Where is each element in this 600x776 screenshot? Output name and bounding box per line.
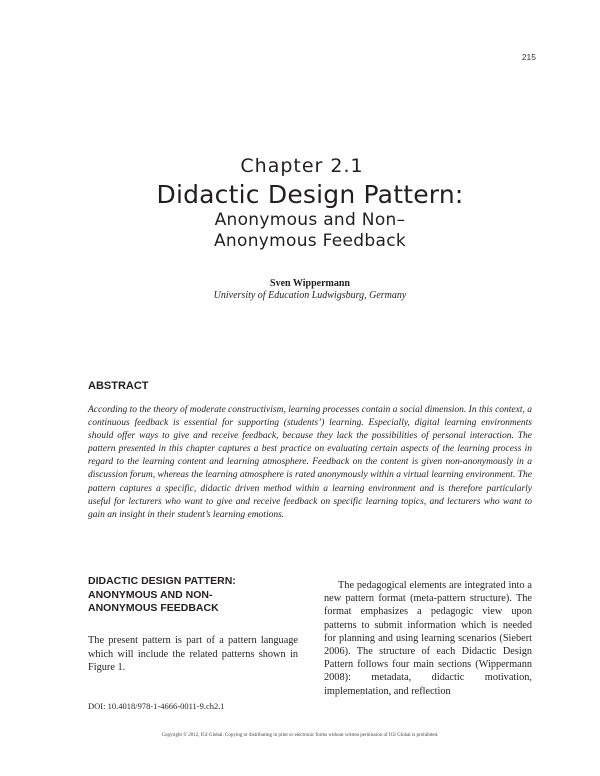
section-heading-line-2: ANONYMOUS AND NON- (88, 588, 213, 601)
chapter-subtitle-line-1: Anonymous and Non– (214, 210, 406, 230)
chapter-subtitle-line-2: Anonymous Feedback (214, 231, 406, 251)
section-heading (88, 575, 298, 616)
doi-line: DOI: 10.4018/978-1-4666-0011-9.ch2.1 (88, 701, 225, 711)
right-column-paragraph: The pedagogical elements are integrated into a new pattern format (meta-pattern structure). The format emphasizes a pedagogic view upon patterns to submit information which is needed for planning and using learning scenarios (Siebert 2006). The structure of each Didactic Design Pattern follows four main sections (Wippermann 2008): metadata, didactic motivation, implementation, and reflection (324, 580, 532, 697)
section-heading-line-3: ANONYMOUS FEEDBACK (88, 602, 219, 614)
abstract-body: According to the theory of moderate constructivism, learning processes contain a social dimension. In this context, a continuous feedback is essential for supporting (students’) learning. Especially, digital learning environments should offer ways to give and receive feedback, because they lack the possibilities of personal interaction. The pattern presented in this chapter captures a best practice on evaluating certain aspects of the learning process in regard to the learning content and learning atmosphere. Feedback on the content is given non-anonymously in a discussion forum, whereas the learning atmosphere is rated anonymously within a virtual learning environment. The pattern captures a specific, didactic driven method within a learning environment and is therefore particularly useful for lecturers who want to give and receive feedback on specific learning topics, and lecturers who want to gain an insight in their student’s learning emotions. (88, 405, 532, 520)
left-column-paragraph: The present pattern is part of a pattern language which will include the related patterns shown in Figure 1. (88, 635, 298, 673)
page-number: 215 (521, 52, 536, 62)
author-name: Sven Wippermann (270, 278, 350, 289)
section-heading-line-1: DIDACTIC DESIGN PATTERN: (88, 575, 236, 587)
chapter-label: Chapter 2.1 (240, 155, 364, 177)
chapter-title: Didactic Design Pattern: (156, 180, 464, 209)
copyright-notice: Copyright © 2012, IGI Global. Copying or distributing in print or electronic forms without written permission of IGI Global is prohibited. (161, 733, 439, 738)
abstract-heading: ABSTRACT (88, 380, 149, 392)
right-column (324, 579, 532, 698)
author-affiliation: University of Education Ludwigsburg, Germany (213, 290, 407, 301)
